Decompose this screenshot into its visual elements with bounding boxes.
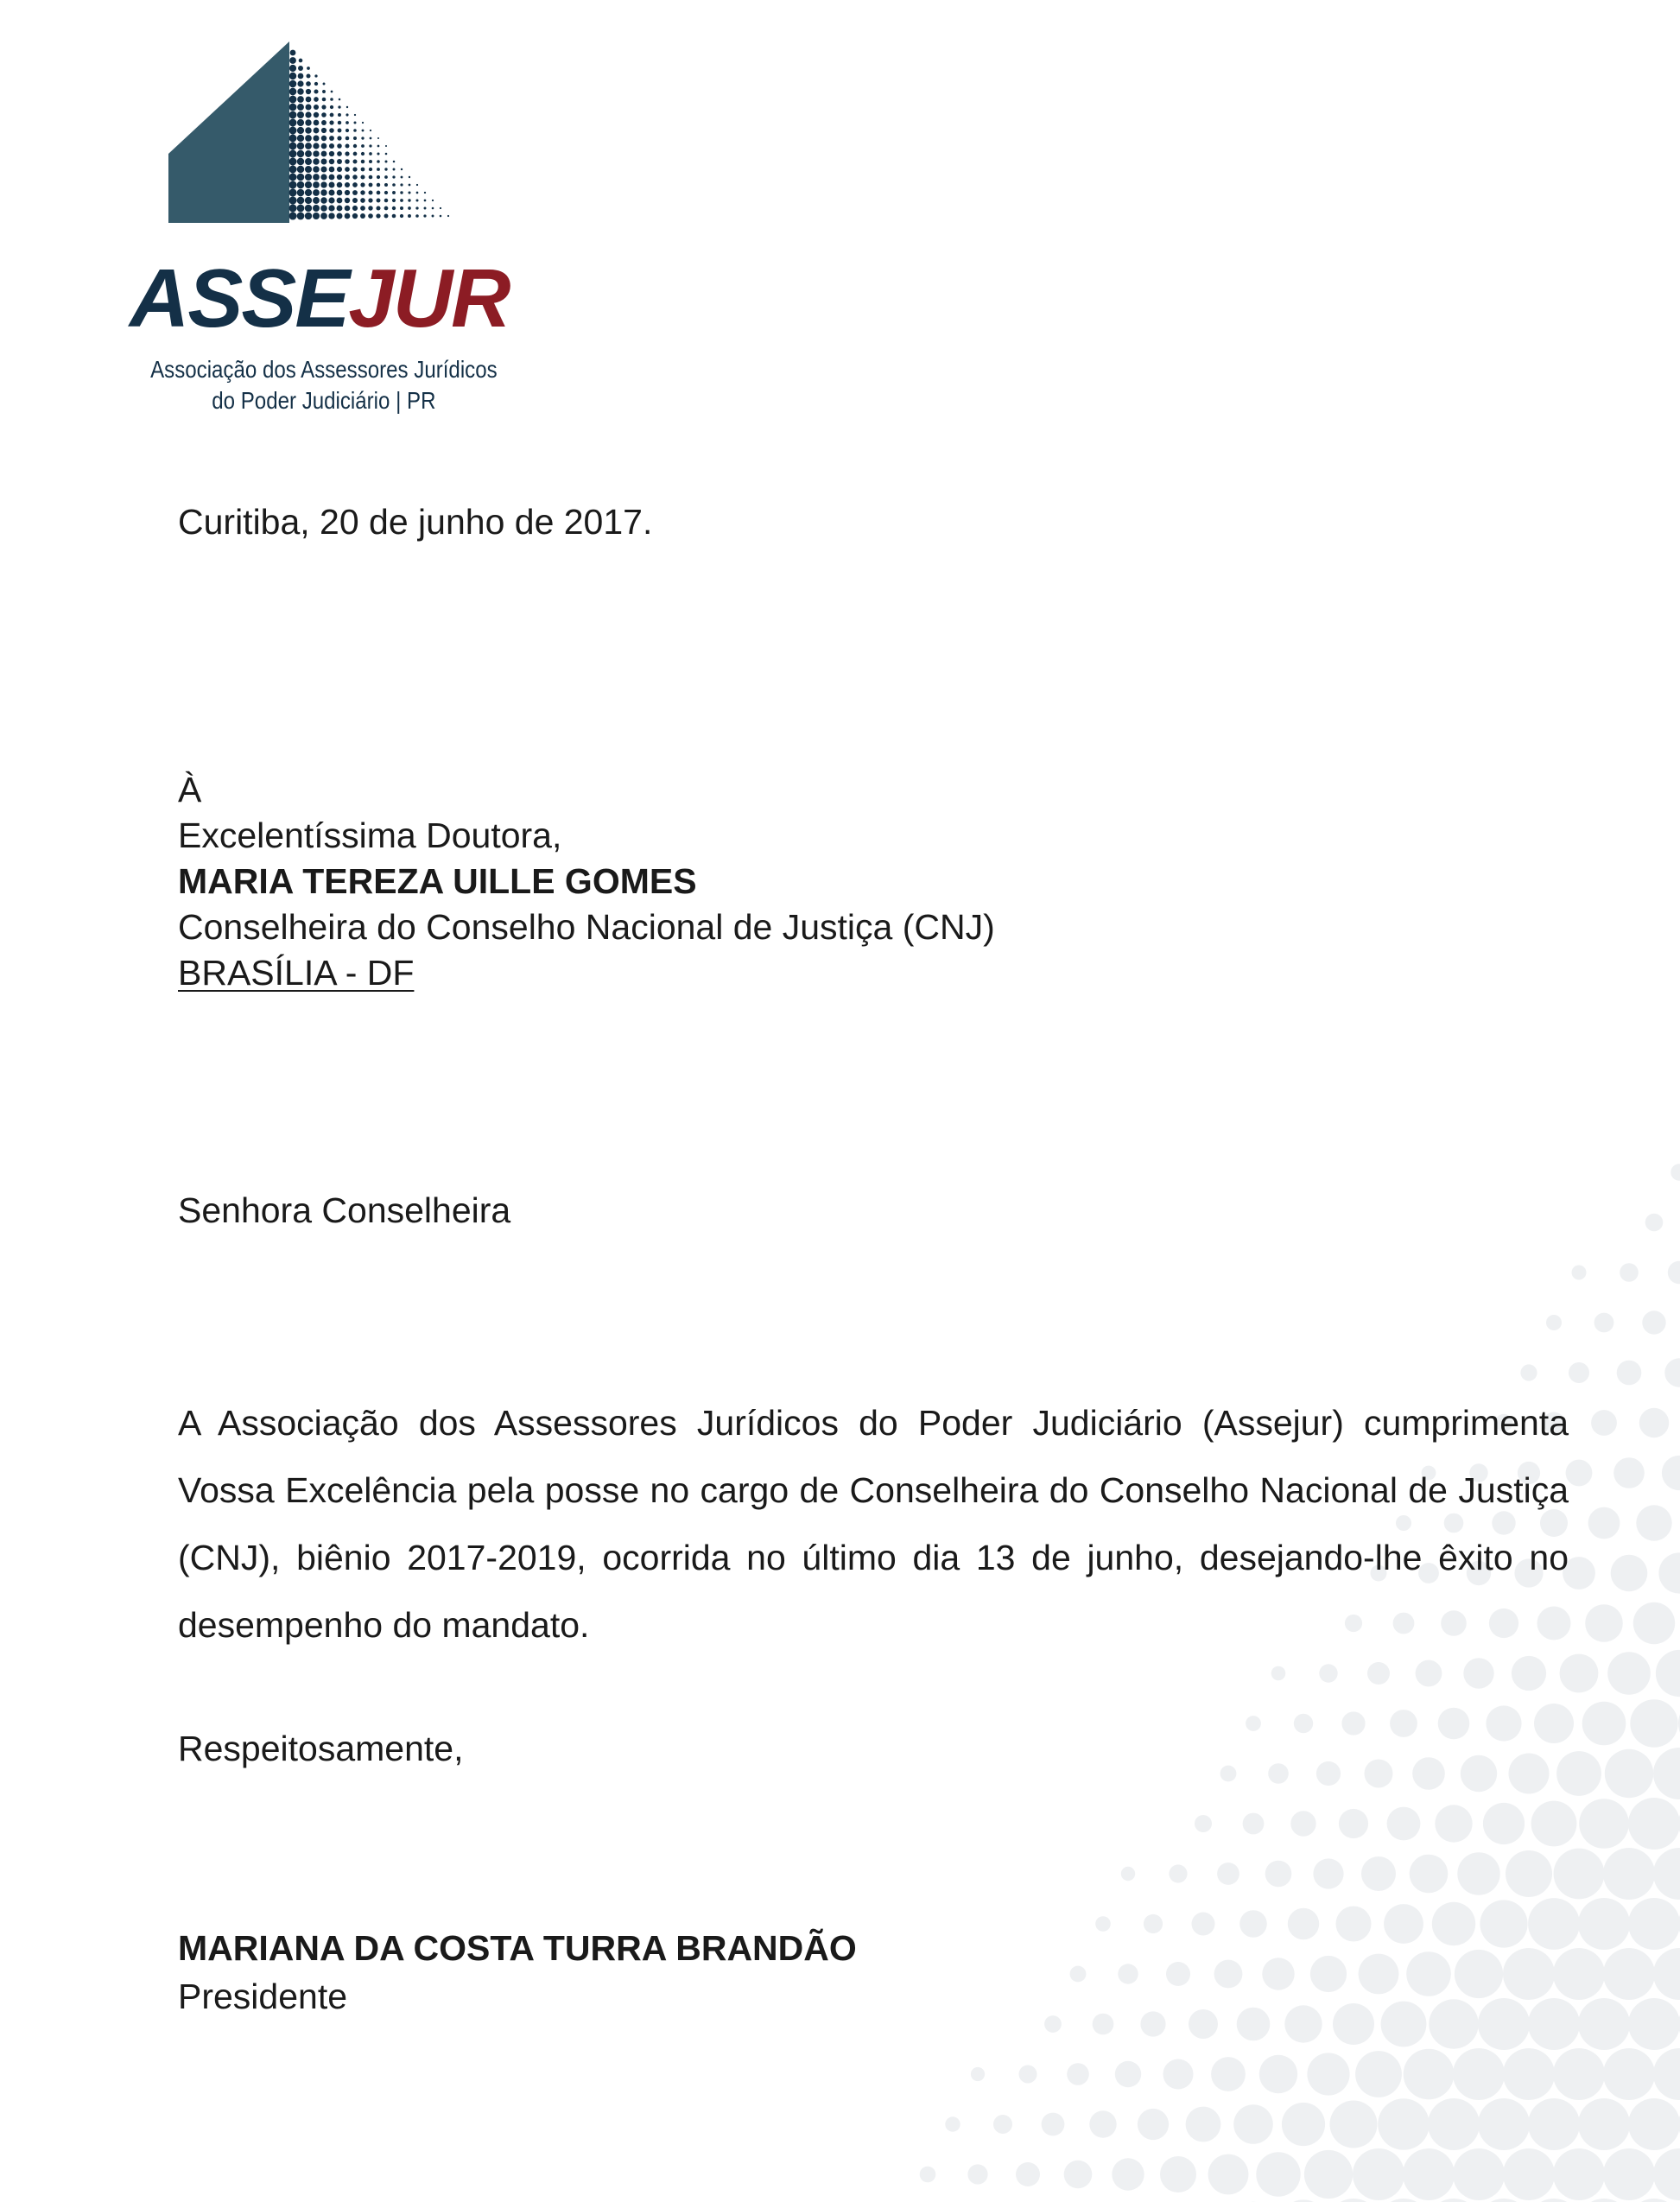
logo-word-jur: JUR <box>348 252 510 345</box>
greeting: Senhora Conselheira <box>178 1190 511 1230</box>
recipient-salutation: Excelentíssima Doutora, <box>178 815 562 855</box>
recipient-position: Conselheira do Conselho Nacional de Justiça (CNJ) <box>178 907 995 947</box>
logo-subtitle <box>130 354 518 416</box>
signer-role: Presidente <box>178 1977 348 2016</box>
recipient-location: BRASÍLIA - DF <box>178 953 415 993</box>
recipient-preposition: À <box>178 770 202 809</box>
place-date: Curitiba, 20 de junho de 2017. <box>178 502 653 542</box>
recipient-block <box>178 767 995 996</box>
assejur-logo <box>130 41 518 422</box>
signer-name: MARIANA DA COSTA TURRA BRANDÃO <box>178 1928 857 1968</box>
logo-subtitle-line1: Associação dos Assessores Jurídicos <box>150 356 498 383</box>
logo-wordmark <box>130 252 510 345</box>
logo-roof-icon <box>168 41 462 232</box>
recipient-name: MARIA TEREZA UILLE GOMES <box>178 861 697 901</box>
dotted-watermark-graphic <box>903 1122 1680 2202</box>
logo-subtitle-line2: do Poder Judiciário | PR <box>212 387 436 414</box>
closing: Respeitosamente, <box>178 1729 464 1768</box>
logo-word-asse: ASSE <box>130 252 349 345</box>
letter-body: A Associação dos Assessores Jurídicos do Poder Judiciário (Assejur) cumprimenta Vossa Excelência pela posse no cargo de Conselheira do Conselho Nacional de Justiça (CNJ), biênio 2017-2019, ocorrida no último dia 13 de junho, desejando-lhe êxito no desempenho do mandato. <box>178 1403 1569 1645</box>
